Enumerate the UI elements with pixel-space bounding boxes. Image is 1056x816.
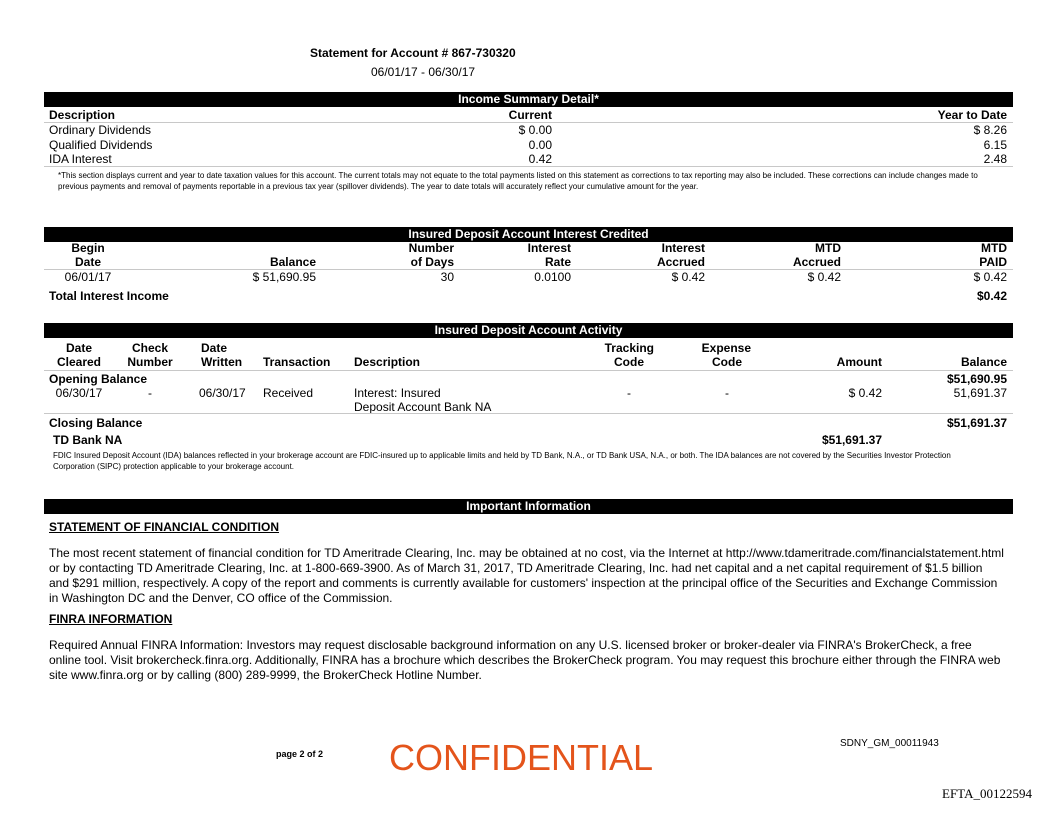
heading-financial-condition: STATEMENT OF FINANCIAL CONDITION (49, 520, 279, 534)
heading-finra: FINRA INFORMATION (49, 612, 173, 626)
header-cleared: Cleared (56, 355, 102, 369)
closing-balance-label: Closing Balance (49, 416, 143, 430)
header-mtd-paid: PAID (979, 255, 1007, 269)
important-info-bar: Important Information (44, 499, 1013, 514)
header-tracking: Tracking (604, 341, 654, 355)
table-row-mtd-accrued: $ 0.42 (807, 270, 841, 284)
table-row-date: 06/01/17 (64, 270, 112, 284)
table-row-description-cont: Deposit Account Bank NA (354, 400, 492, 414)
header-rate: Rate (544, 255, 571, 269)
divider (44, 370, 1013, 371)
table-row-transaction: Received (263, 386, 314, 400)
header-expense: Expense (701, 341, 751, 355)
col-current: Current (508, 108, 552, 122)
header-interest: Interest (661, 241, 705, 255)
total-interest-label: Total Interest Income (49, 289, 169, 303)
income-summary-bar: Income Summary Detail* (44, 92, 1013, 107)
header-mtd: MTD (981, 241, 1007, 255)
header-date: Date (201, 341, 228, 355)
table-row-label: IDA Interest (49, 152, 112, 166)
income-summary-note: *This section displays current and year to date taxation values for this account. The current totals may not equate to the total payments listed on this statement as corrections to tax reporting may also be included. These corrections can include changes made to previous payments and removal of payments reportable in a previous tax year (spillover dividends). The year to date totals will accurately reflect your cumulative amount for the year. (58, 171, 978, 191)
table-row-days: 30 (440, 270, 454, 284)
header-number: Number (127, 355, 173, 369)
table-row-label: Ordinary Dividends (49, 123, 152, 137)
header-number: Number (408, 241, 454, 255)
header-balance: Balance (960, 355, 1007, 369)
header-code: Code (614, 355, 644, 369)
statement-title: Statement for Account # 867-730320 (310, 46, 516, 60)
col-year-to-date: Year to Date (937, 108, 1007, 122)
statement-period: 06/01/17 - 06/30/17 (371, 65, 476, 79)
opening-balance-value: $51,690.95 (946, 372, 1007, 386)
table-row-description: Interest: Insured (354, 386, 441, 400)
table-row-balance: 51,691.37 (953, 386, 1007, 400)
header-code: Code (712, 355, 742, 369)
header-mtd-accrued: Accrued (792, 255, 841, 269)
header-amount: Amount (836, 355, 882, 369)
activity-bar: Insured Deposit Account Activity (44, 323, 1013, 338)
table-row-ytd: 6.15 (983, 138, 1007, 152)
col-description: Description (49, 108, 116, 122)
bates-number: SDNY_GM_00011943 (840, 738, 939, 749)
table-row-balance: $ 51,690.95 (252, 270, 316, 284)
table-row-rate: 0.0100 (534, 270, 571, 284)
opening-balance-label: Opening Balance (49, 372, 148, 386)
table-row-current: 0.00 (528, 138, 552, 152)
table-row-date-written: 06/30/17 (199, 386, 246, 400)
table-row-date-cleared: 06/30/17 (55, 386, 103, 400)
divider (44, 166, 1013, 167)
header-written: Written (201, 355, 243, 369)
page-number: page 2 of 2 (276, 749, 324, 759)
header-accrued: Accrued (656, 255, 705, 269)
table-row-ytd: 2.48 (983, 152, 1007, 166)
bank-label: TD Bank NA (53, 433, 123, 447)
header-mtd: MTD (815, 241, 841, 255)
table-row-ytd: $ 8.26 (973, 123, 1007, 137)
header-interest: Interest (527, 241, 571, 255)
paragraph-financial-condition: The most recent statement of financial condition for TD Ameritrade Clearing, Inc. may be obtained at no cost, via the Internet at http://www.tdameritrade.com/financialstatement.html or by contacting TD Ameritrade Clearing, Inc. at 1-800-669-3900. As of March 31, 2017, TD Ameritrade Clearing, Inc. had net capital and a net capital requirement of $1.5 billion and $291 million, respectively. A copy of the report and comments is currently available for customers' inspection at the principal office of the Securities and Exchange Commission in Washington DC and the Denver, CO office of the Commission. (49, 546, 1004, 605)
header-check: Check (131, 341, 169, 355)
header-balance: Balance (269, 255, 316, 269)
header-date: Date (65, 341, 92, 355)
table-row-accrued: $ 0.42 (671, 270, 705, 284)
header-date: Date (74, 255, 101, 269)
table-row-tracking: - (627, 386, 631, 400)
table-row-current: $ 0.00 (518, 123, 552, 137)
table-row-mtd-paid: $ 0.42 (973, 270, 1007, 284)
interest-credited-bar: Insured Deposit Account Interest Credited (44, 227, 1013, 242)
fdic-note: FDIC Insured Deposit Account (IDA) balances reflected in your brokerage account are FDIC-insured up to applicable limits and held by TD Bank, N.A., or TD Bank USA, N.A., or both. The IDA balances are not covered by the Securities Investor Protection Corporation (SIPC) protection applicable to your brokerage account. (53, 451, 951, 471)
divider (44, 413, 1013, 414)
total-interest-value: $0.42 (976, 289, 1007, 303)
table-row-expense: - (725, 386, 729, 400)
header-of-days: of Days (410, 255, 454, 269)
table-row-label: Qualified Dividends (49, 138, 153, 152)
bank-value: $51,691.37 (821, 433, 882, 447)
header-description: Description (354, 355, 421, 369)
table-row-check: - (148, 386, 152, 400)
table-row-amount: $ 0.42 (848, 386, 882, 400)
header-begin: Begin (71, 241, 105, 255)
efta-number: EFTA_00122594 (942, 786, 1032, 801)
confidential-stamp: CONFIDENTIAL (389, 737, 654, 778)
table-row-current: 0.42 (528, 152, 552, 166)
closing-balance-value: $51,691.37 (946, 416, 1007, 430)
paragraph-finra: Required Annual FINRA Information: Investors may request disclosable background information on any U.S. licensed broker or broker-dealer via FINRA's BrokerCheck, a free online tool. Visit brokercheck.finra.org. Additionally, FINRA has a brochure which describes the BrokerCheck program. You may request this brochure either through the FINRA web site www.finra.org or by calling (800) 289-9999, the BrokerCheck Hotline Number. (49, 638, 1001, 682)
header-transaction: Transaction (263, 355, 331, 369)
